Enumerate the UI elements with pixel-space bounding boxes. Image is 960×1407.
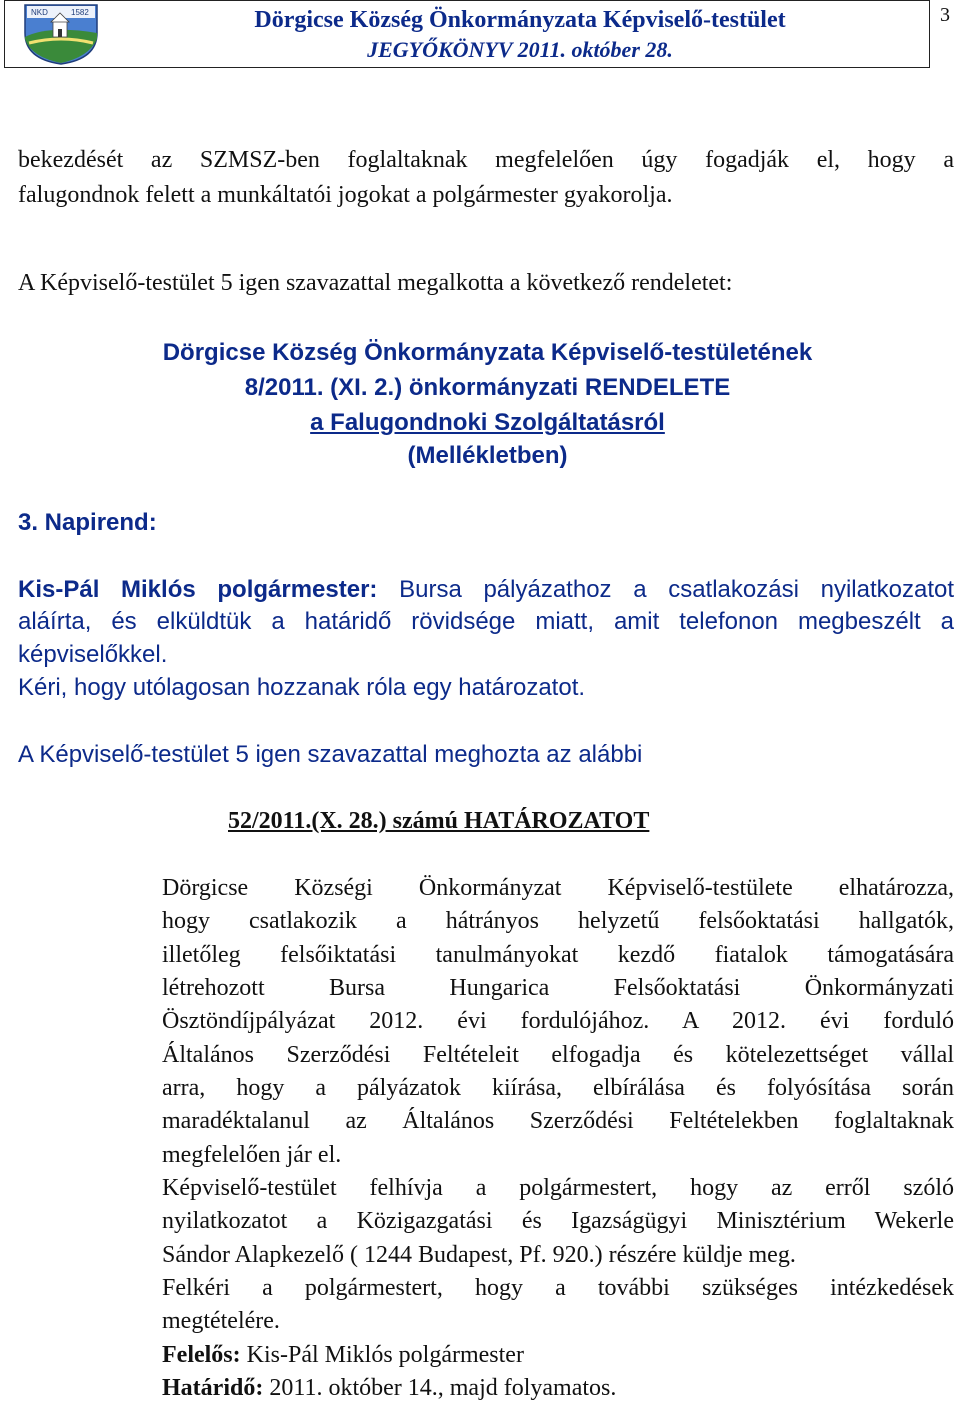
resolution-call-last: Sándor Alapkezelő ( 1244 Budapest, Pf. 920.) részére küldje meg.	[162, 1242, 796, 1268]
decree-title-line-1: Dörgicse Község Önkormányzata Képviselő-testületének	[162, 339, 813, 366]
intro-line-1: bekezdését az SZMSZ-ben foglaltaknak megfelelően úgy fogadják el, hogy a	[18, 147, 954, 173]
page-header	[4, 0, 930, 68]
resolution-number: 52/2011.(X. 28.) számú HATÁROZATOT	[228, 808, 650, 834]
document-header-title: Dörgicse Község Önkormányzata Képviselő-testület	[254, 7, 786, 33]
svg-text:NKD: NKD	[31, 8, 48, 17]
deadline-value: 2011. október 14., majd folyamatos.	[263, 1375, 617, 1401]
intro-vote: A Képviselő-testület 5 igen szavazattal megalkotta a következő rendeletet:	[18, 270, 733, 296]
agenda-speech-line-2: aláírta, és elküldtük a határidő rövidsége miatt, amit telefonon megbeszélt a	[18, 608, 954, 635]
agenda-speech-line-3: képviselőkkel.	[18, 641, 168, 668]
decree-title-line-3: a Falugondnoki Szolgáltatásról	[310, 409, 665, 436]
resolution-body-line-2: hogy csatlakozik a hátrányos helyzetű felsőoktatási hallgatók,	[162, 908, 954, 934]
resolution-body-line-3: illetőleg felsőiktatási tanulmányokat kezdő fiatalok támogatására	[162, 942, 954, 968]
resolution-body-line-6: Általános Szerződési Feltételeit elfogadja és kötelezettséget vállal	[162, 1042, 954, 1068]
resolution-body-line-5: Ösztöndíjpályázat 2012. évi fordulójához. A 2012. évi forduló	[162, 1008, 954, 1034]
agenda-heading: 3. Napirend:	[18, 509, 157, 536]
resolution-body-last: megfelelően jár el.	[162, 1142, 342, 1168]
deadline-line	[162, 1373, 616, 1403]
resolution-ask-line-1: Felkéri a polgármestert, hogy a további szükséges intézkedések	[162, 1275, 954, 1301]
coat-of-arms-icon	[19, 3, 103, 65]
intro-line-2: falugondnok felett a munkáltatói jogokat a polgármester gyakorolja.	[18, 182, 673, 208]
speech-text-1: Bursa pályázathoz a csatlakozási nyilatkozatot	[399, 576, 954, 603]
decree-title-line-2: 8/2011. (XI. 2.) önkormányzati RENDELETE	[244, 374, 731, 401]
resolution-call-line-1: Képviselő-testület felhívja a polgármestert, hogy az erről szóló	[162, 1175, 954, 1201]
document-header-subtitle: JEGYŐKÖNYV 2011. október 28.	[367, 37, 673, 62]
responsible-line	[162, 1340, 524, 1370]
responsible-label: Felelős:	[162, 1342, 241, 1368]
responsible-value: Kis-Pál Miklós polgármester	[240, 1342, 524, 1368]
resolution-body-line-8: maradéktalanul az Általános Szerződési Feltételekben foglaltaknak	[162, 1108, 954, 1134]
deadline-label: Határidő:	[162, 1375, 264, 1401]
decree-title-line-4: (Mellékletben)	[407, 442, 568, 469]
resolution-body-line-7: arra, hogy a pályázatok kiírása, elbírálása és folyósítása során	[162, 1075, 954, 1101]
resolution-ask-line-2: megtételére.	[162, 1308, 280, 1334]
page-number: 3	[940, 4, 950, 26]
agenda-speech-line-1	[18, 575, 954, 605]
resolution-body-line-4: létrehozott Bursa Hungarica Felsőoktatási Önkormányzati	[162, 975, 954, 1001]
resolution-body-line-1: Dörgicse Községi Önkormányzat Képviselő-testülete elhatározza,	[162, 875, 954, 901]
resolution-vote: A Képviselő-testület 5 igen szavazattal meghozta az alábbi	[18, 741, 643, 768]
agenda-speech-line-4: Kéri, hogy utólagosan hozzanak róla egy határozatot.	[18, 674, 586, 701]
speaker-name: Kis-Pál Miklós polgármester:	[18, 576, 378, 603]
svg-text:1582: 1582	[71, 8, 89, 17]
resolution-call-line-2: nyilatkozatot a Közigazgatási és Igazságügyi Minisztérium Wekerle	[162, 1208, 954, 1234]
